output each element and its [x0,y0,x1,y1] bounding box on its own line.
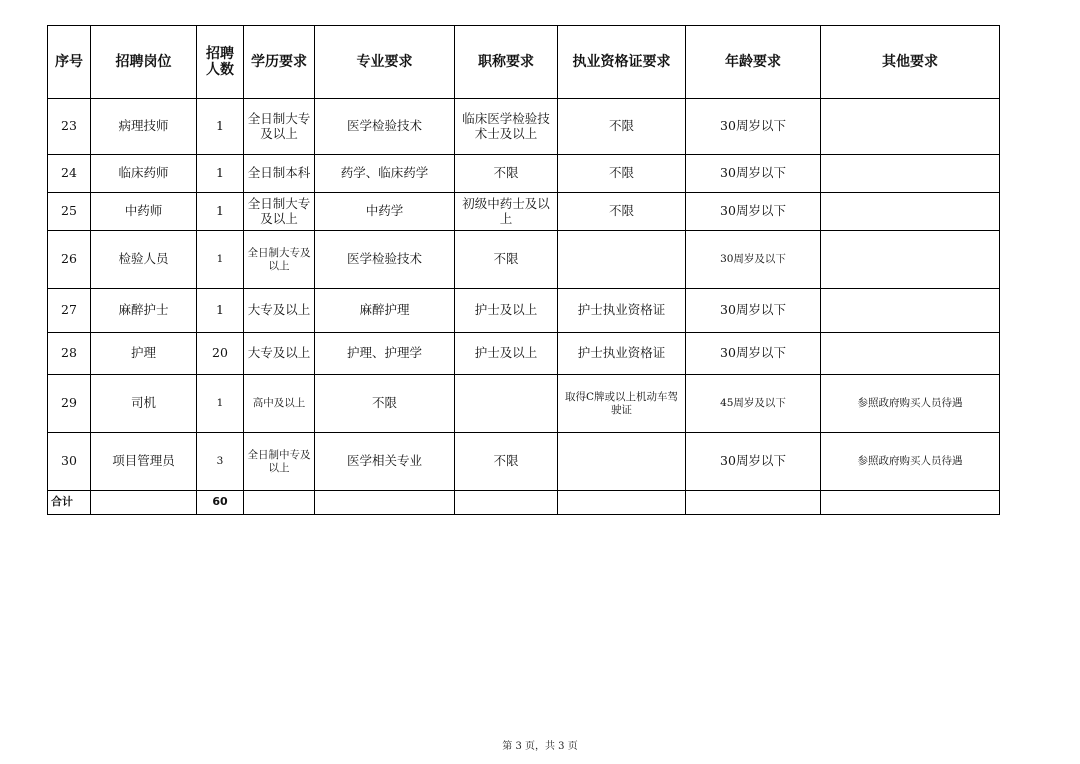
cell-count: 1 [197,289,244,333]
cell-qualification [558,433,686,491]
cell-qualification: 护士执业资格证 [558,333,686,375]
cell-major: 不限 [315,375,455,433]
header-position: 招聘岗位 [91,26,197,99]
cell-qualification: 取得C牌或以上机动车驾驶证 [558,375,686,433]
recruitment-table [47,25,1000,515]
cell-position: 临床药师 [91,155,197,193]
table-row [48,333,1000,375]
table-row [48,193,1000,231]
page-footer: 第 3 页，共 3 页 [502,741,578,752]
cell-age: 30周岁及以下 [686,231,821,289]
cell-major: 麻醉护理 [315,289,455,333]
cell-other [821,99,1000,155]
cell-count: 1 [197,99,244,155]
cell-position: 检验人员 [91,231,197,289]
cell-seq: 26 [48,231,91,289]
cell-age: 30周岁以下 [686,193,821,231]
cell-age: 30周岁以下 [686,155,821,193]
header-education: 学历要求 [244,26,315,99]
cell-title: 不限 [455,231,558,289]
cell-seq: 27 [48,289,91,333]
cell-count: 1 [197,155,244,193]
table-row [48,289,1000,333]
cell-major: 护理、护理学 [315,333,455,375]
cell-major: 医学检验技术 [315,99,455,155]
cell-qualification: 不限 [558,193,686,231]
cell-count: 1 [197,193,244,231]
cell-position: 病理技师 [91,99,197,155]
cell-other [821,193,1000,231]
cell-other [821,289,1000,333]
cell-seq: 29 [48,375,91,433]
total-row [48,491,1000,515]
cell-age: 30周岁以下 [686,99,821,155]
cell-education: 大专及以上 [244,333,315,375]
header-age: 年龄要求 [686,26,821,99]
cell-count: 1 [197,375,244,433]
table-row [48,375,1000,433]
total-empty-cell [821,491,1000,515]
cell-qualification [558,231,686,289]
cell-seq: 28 [48,333,91,375]
cell-other [821,333,1000,375]
cell-title [455,375,558,433]
cell-other: 参照政府购买人员待遇 [821,375,1000,433]
cell-education: 大专及以上 [244,289,315,333]
cell-other [821,231,1000,289]
cell-major: 医学检验技术 [315,231,455,289]
cell-other: 参照政府购买人员待遇 [821,433,1000,491]
cell-title: 不限 [455,433,558,491]
table-row [48,231,1000,289]
header-count: 招聘人数 [197,26,244,99]
table-header-row [48,26,1000,99]
cell-position: 中药师 [91,193,197,231]
cell-education: 全日制大专及以上 [244,231,315,289]
cell-age: 45周岁及以下 [686,375,821,433]
cell-education: 全日制大专及以上 [244,99,315,155]
total-empty-cell [686,491,821,515]
cell-position: 麻醉护士 [91,289,197,333]
header-seq: 序号 [48,26,91,99]
total-empty-cell [244,491,315,515]
cell-seq: 25 [48,193,91,231]
cell-position: 护理 [91,333,197,375]
cell-qualification: 不限 [558,99,686,155]
table-row [48,433,1000,491]
header-other: 其他要求 [821,26,1000,99]
total-count: 60 [197,491,244,515]
cell-age: 30周岁以下 [686,433,821,491]
table-row [48,155,1000,193]
cell-education: 高中及以上 [244,375,315,433]
cell-count: 3 [197,433,244,491]
cell-education: 全日制大专及以上 [244,193,315,231]
cell-major: 药学、临床药学 [315,155,455,193]
cell-education: 全日制中专及以上 [244,433,315,491]
table-row [48,99,1000,155]
cell-qualification: 护士执业资格证 [558,289,686,333]
total-empty-cell [455,491,558,515]
cell-position: 司机 [91,375,197,433]
cell-title: 护士及以上 [455,333,558,375]
cell-age: 30周岁以下 [686,289,821,333]
total-empty-cell [315,491,455,515]
cell-count: 1 [197,231,244,289]
total-empty-cell [558,491,686,515]
header-title: 职称要求 [455,26,558,99]
cell-qualification: 不限 [558,155,686,193]
cell-seq: 30 [48,433,91,491]
header-major: 专业要求 [315,26,455,99]
cell-major: 中药学 [315,193,455,231]
header-qualification: 执业资格证要求 [558,26,686,99]
cell-seq: 24 [48,155,91,193]
cell-seq: 23 [48,99,91,155]
cell-age: 30周岁以下 [686,333,821,375]
total-label: 合计 [48,491,91,515]
cell-title: 初级中药士及以上 [455,193,558,231]
cell-title: 临床医学检验技术士及以上 [455,99,558,155]
cell-education: 全日制本科 [244,155,315,193]
cell-position: 项目管理员 [91,433,197,491]
cell-count: 20 [197,333,244,375]
cell-major: 医学相关专业 [315,433,455,491]
cell-title: 护士及以上 [455,289,558,333]
total-empty-cell [91,491,197,515]
cell-other [821,155,1000,193]
cell-title: 不限 [455,155,558,193]
